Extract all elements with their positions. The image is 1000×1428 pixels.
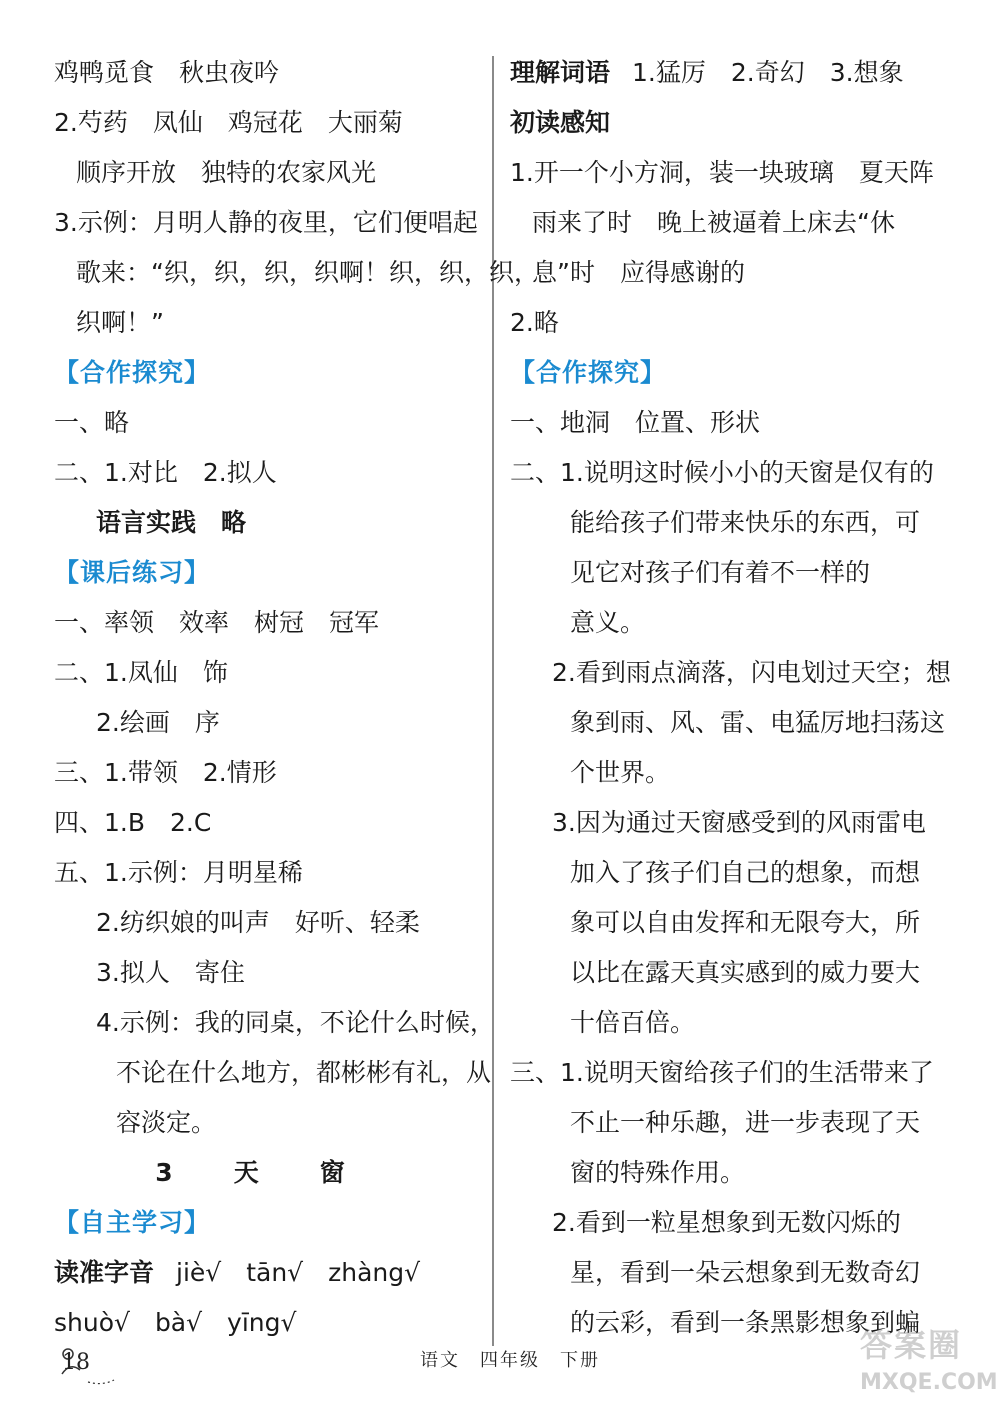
text-line: 织啊！” (76, 308, 164, 337)
watermark-url: MXQE.COM (860, 1370, 998, 1395)
watermark (860, 1320, 998, 1420)
book-info: 语文 四年级 下册 (420, 1350, 600, 1371)
vocab-line (510, 48, 950, 98)
text-line: 鸡鸭觅食 秋虫夜吟 (54, 58, 280, 87)
text-line: 以比在露天真实感到的威力要大 (570, 958, 921, 987)
text-line: 息”时 应得感谢的 (532, 258, 745, 287)
reading-line (54, 1248, 494, 1298)
text-line: 不论在什么地方，都彬彬有礼，从 (116, 1058, 492, 1087)
text-line: 见它对孩子们有着不一样的 (570, 558, 871, 587)
section-tag-cooperative (510, 348, 950, 398)
text-line: 二、1.对比 2.拟人 (54, 458, 277, 487)
text-line: 五、1.示例：月明星稀 (54, 858, 303, 887)
text-line: 个世界。 (570, 758, 671, 787)
vocab-answers: 1.猛厉 2.奇幻 3.想象 (632, 58, 904, 87)
text-line: 星，看到一朵云想象到无数奇幻 (570, 1258, 921, 1287)
text-line: 2.纺织娘的叫声 好听、轻柔 (96, 908, 420, 937)
text-line: 雨来了时 晚上被逼着上床去“休 (532, 208, 895, 237)
tag-label: 【合作探究】 (510, 358, 667, 387)
text-line: 象可以自由发挥和无限夸大，所 (570, 908, 921, 937)
text-line: 加入了孩子们自己的想象，而想 (570, 858, 921, 887)
page-footer (0, 1340, 1000, 1400)
section-heading: 初读感知 (510, 108, 611, 137)
reading-label: 读准字音 (54, 1258, 155, 1287)
text-line: 2.绘画 序 (96, 708, 220, 737)
text-line: 语言实践 略 (96, 508, 247, 537)
vocab-label: 理解词语 (510, 58, 611, 87)
text-line: 3.因为通过天窗感受到的风雨雷电 (552, 808, 926, 837)
page-number: 18 (62, 1350, 90, 1375)
lesson-title: 3 天 窗 (155, 1158, 363, 1187)
pinyin-row: jiè√ tān√ zhàng√ (176, 1258, 421, 1287)
section-tag-cooperative (54, 348, 494, 398)
text-line: 不止一种乐趣，进一步表现了天 (570, 1108, 921, 1137)
text-line: 2.芍药 凤仙 鸡冠花 大丽菊 (54, 108, 403, 137)
text-line: 十倍百倍。 (570, 1008, 696, 1037)
text-line: 象到雨、风、雷、电猛厉地扫荡这 (570, 708, 946, 737)
text-line: 意义。 (570, 608, 646, 637)
text-line: 容淡定。 (116, 1108, 217, 1137)
text-line: 顺序开放 独特的农家风光 (76, 158, 377, 187)
text-line: 三、1.带领 2.情形 (54, 758, 277, 787)
text-line: 二、1.凤仙 饰 (54, 658, 228, 687)
watermark-logo-text: 答案圈 (860, 1326, 963, 1364)
text-line: 3.示例：月明人静的夜里，它们便唱起 (54, 208, 478, 237)
text-line: 一、略 (54, 408, 130, 437)
text-line: 2.看到雨点滴落，闪电划过天空；想 (552, 658, 951, 687)
tag-label: 【合作探究】 (54, 358, 211, 387)
tag-label: 【课后练习】 (54, 558, 211, 587)
pinyin-row: shuò√ bà√ yīng√ (54, 1308, 297, 1337)
text-line: 2.看到一粒星想象到无数闪烁的 (552, 1208, 901, 1237)
text-line: 2.略 (510, 308, 559, 337)
text-line: 窗的特殊作用。 (570, 1158, 746, 1187)
text-line: 能给孩子们带来快乐的东西，可 (570, 508, 921, 537)
text-line: 3.拟人 寄住 (96, 958, 245, 987)
tag-label: 【自主学习】 (54, 1208, 211, 1237)
text-line: 三、1.说明天窗给孩子们的生活带来了 (510, 1058, 934, 1087)
text-line: 歌来：“织，织，织，织啊！织，织，织， (76, 258, 539, 287)
section-tag-exercise (54, 548, 494, 598)
right-column (510, 48, 950, 1348)
text-line: 1.开一个小方洞，装一块玻璃 夏天阵 (510, 158, 934, 187)
text-line: 4.示例：我的同桌，不论什么时候， (96, 1008, 495, 1037)
text-line: 四、1.B 2.C (54, 808, 212, 837)
text-line: 一、地洞 位置、形状 (510, 408, 761, 437)
text-line: 的云彩，看到一条黑影想象到蝙 (570, 1308, 921, 1337)
text-line: 一、率领 效率 树冠 冠军 (54, 608, 380, 637)
section-tag-self-study (54, 1198, 494, 1248)
text-line: 二、1.说明这时候小小的天窗是仅有的 (510, 458, 934, 487)
